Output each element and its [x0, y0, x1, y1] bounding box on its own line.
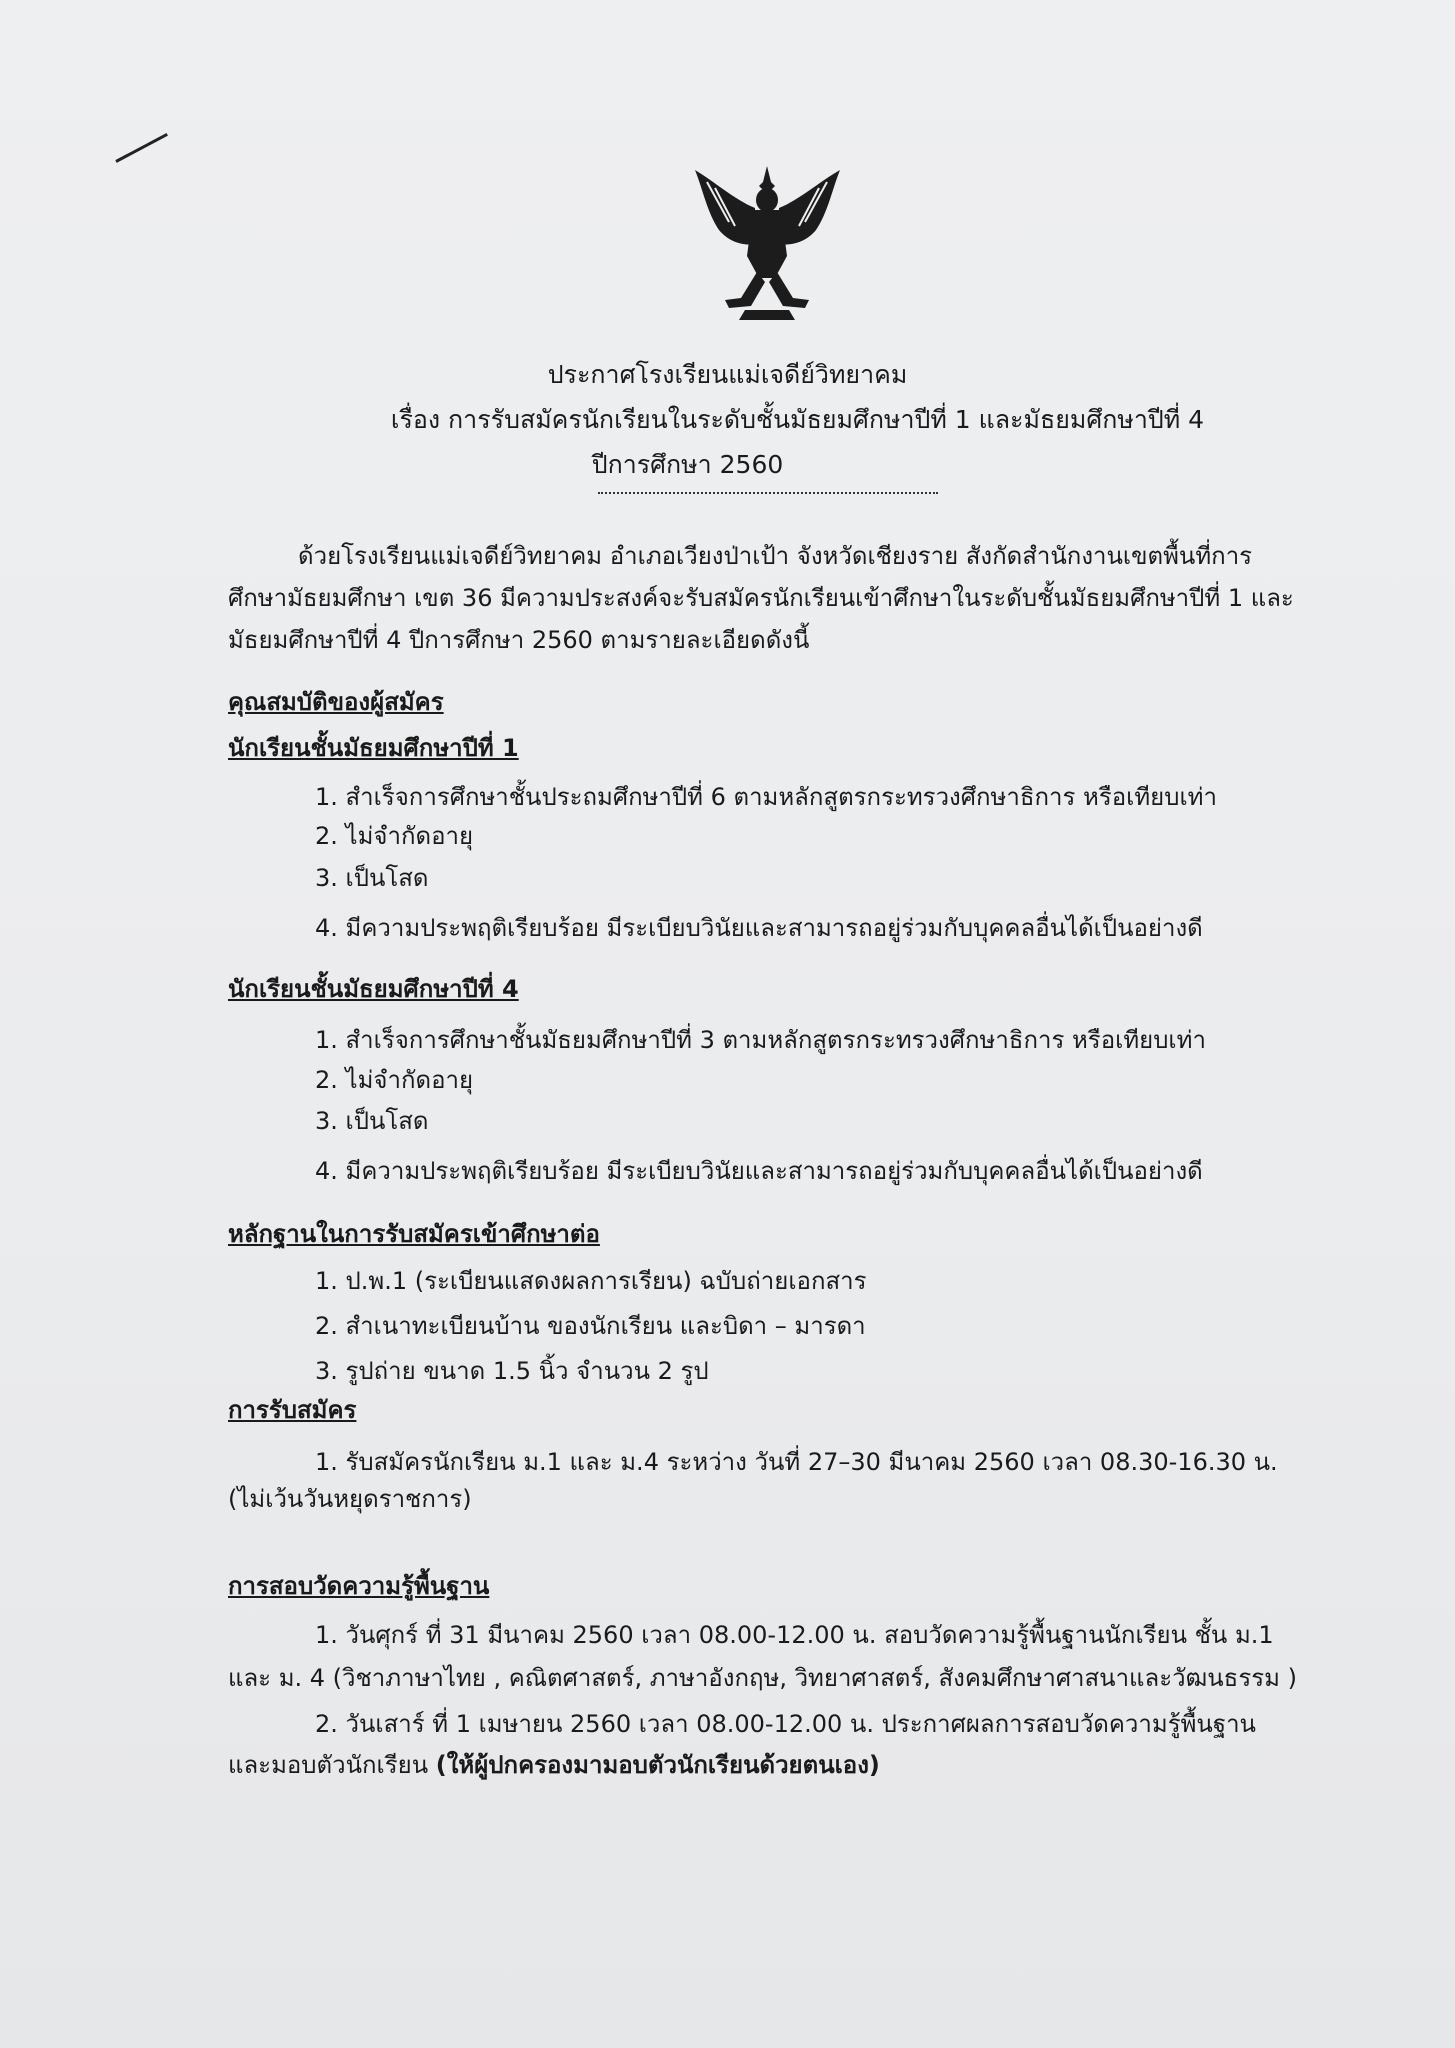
application-heading: การรับสมัคร — [228, 1396, 357, 1424]
announcement-title: ประกาศโรงเรียนแม่เจดีย์วิทยาคม — [547, 360, 908, 389]
exam-line-bold-note: (ให้ผู้ปกครองมามอบตัวนักเรียนด้วยตนเอง) — [435, 1751, 880, 1779]
exam-heading: การสอบวัดความรู้พื้นฐาน — [228, 1572, 490, 1600]
m4-item: 1. สำเร็จการศึกษาชั้นมัธยมศึกษาปีที่ 3 ตามหลักสูตรกระทรวงศึกษาธิการ หรือเทียบเท่า — [315, 1026, 1206, 1054]
m4-item: 2. ไม่จำกัดอายุ — [315, 1066, 474, 1094]
exam-line-plain: และมอบตัวนักเรียน — [228, 1751, 436, 1779]
m4-heading: นักเรียนชั้นมัธยมศึกษาปีที่ 4 — [228, 975, 519, 1003]
exam-line: และ ม. 4 (วิชาภาษาไทย , คณิตศาสตร์, ภาษาอังกฤษ, วิทยาศาสตร์, สังคมศึกษาศาสนาและวัฒนธรรม ) — [228, 1664, 1297, 1692]
m1-heading: นักเรียนชั้นมัธยมศึกษาปีที่ 1 — [228, 734, 519, 762]
pen-mark — [115, 133, 168, 163]
m4-item: 4. มีความประพฤติเรียบร้อย มีระเบียบวินัยและสามารถอยู่ร่วมกับบุคคลอื่นได้เป็นอย่างดี — [315, 1157, 1203, 1185]
dotted-divider — [598, 492, 938, 494]
document-item: 2. สำเนาทะเบียนบ้าน ของนักเรียน และบิดา – มารดา — [315, 1312, 866, 1340]
intro-text: ด้วยโรงเรียนแม่เจดีย์วิทยาคม อำเภอเวียงป่าเป้า จังหวัดเชียงราย สังกัดสำนักงานเขตพื้นที่การศึกษามัธยมศึกษา เขต 36 มีความประสงค์จะรับสมัครนักเรียนเข้าศึกษาในระดับชั้นมัธยมศึกษาปีที่ 1 และมัธยมศึกษาปีที่ 4 ปีการศึกษา 2560 ตามรายละเอียดดังนี้ — [228, 542, 1294, 654]
m1-item: 2. ไม่จำกัดอายุ — [315, 822, 474, 850]
m1-item: 4. มีความประพฤติเรียบร้อย มีระเบียบวินัยและสามารถอยู่ร่วมกับบุคคลอื่นได้เป็นอย่างดี — [315, 914, 1203, 942]
application-line: 1. รับสมัครนักเรียน ม.1 และ ม.4 ระหว่าง วันที่ 27–30 มีนาคม 2560 เวลา 08.30-16.30 น. — [315, 1448, 1278, 1476]
exam-line: 1. วันศุกร์ ที่ 31 มีนาคม 2560 เวลา 08.00-12.00 น. สอบวัดความรู้พื้นฐานนักเรียน ชั้น ม.1 — [315, 1621, 1274, 1649]
intro-paragraph — [228, 535, 1308, 661]
application-line: (ไม่เว้นวันหยุดราชการ) — [228, 1485, 472, 1513]
announcement-year: ปีการศึกษา 2560 — [591, 450, 784, 479]
documents-heading: หลักฐานในการรับสมัครเข้าศึกษาต่อ — [228, 1220, 600, 1248]
document-item: 3. รูปถ่าย ขนาด 1.5 นิ้ว จำนวน 2 รูป — [315, 1357, 709, 1385]
announcement-subject: เรื่อง การรับสมัครนักเรียนในระดับชั้นมัธยมศึกษาปีที่ 1 และมัธยมศึกษาปีที่ 4 — [390, 405, 1205, 434]
garuda-emblem-icon — [685, 160, 850, 325]
document-item: 1. ป.พ.1 (ระเบียนแสดงผลการเรียน) ฉบับถ่ายเอกสาร — [315, 1267, 867, 1295]
m1-item: 1. สำเร็จการศึกษาชั้นประถมศึกษาปีที่ 6 ตามหลักสูตรกระทรวงศึกษาธิการ หรือเทียบเท่า — [315, 783, 1217, 811]
m1-item: 3. เป็นโสด — [315, 864, 429, 892]
exam-line: 2. วันเสาร์ ที่ 1 เมษายน 2560 เวลา 08.00-12.00 น. ประกาศผลการสอบวัดความรู้พื้นฐาน — [315, 1710, 1256, 1738]
qualifications-heading: คุณสมบัติของผู้สมัคร — [228, 688, 444, 716]
exam-line — [228, 1744, 880, 1786]
m4-item: 3. เป็นโสด — [315, 1107, 429, 1135]
